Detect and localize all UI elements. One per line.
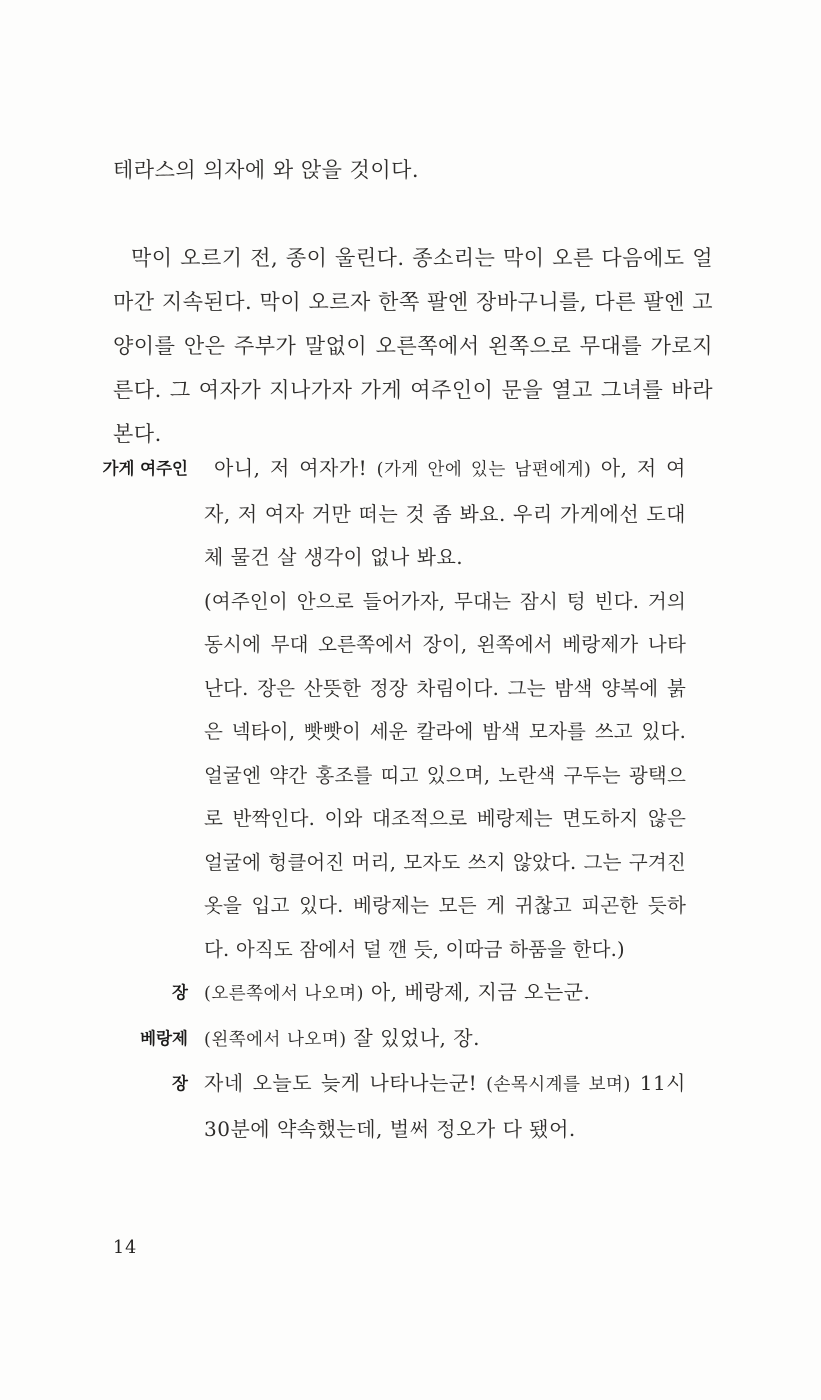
inline-stage-direction: (가게 안에 있는 남편에게): [376, 460, 592, 480]
inline-stage-direction: (손목시계를 보며): [486, 1075, 631, 1095]
scene-direction-paragraph: 막이 오르기 전, 종이 울린다. 종소리는 막이 오른 다음에도 얼마간 지속된다. 막이 오르자 한쪽 팔엔 장바구니를, 다른 팔엔 고양이를 안은 주부가 말없이 오른쪽에서 왼쪽으로 무대를 가로지른다. 그 여자가 지나가자 가게 여주인이 문을 열고 그녀를 바라본다.: [113, 246, 713, 446]
inline-stage-direction: (왼쪽에서 나오며): [204, 1029, 347, 1050]
page-number: 14: [113, 1238, 138, 1258]
dialogue-line: [204, 971, 686, 1017]
dialogue-line: [204, 1062, 686, 1151]
speech-text: 잘 있었나, 장.: [346, 1025, 480, 1050]
speaker-label-jean: 장: [172, 983, 188, 1002]
speech-text: 아, 베랑제, 지금 오는군.: [363, 980, 591, 1004]
speech-text: 자네 오늘도 늦게 나타나는군!: [204, 1071, 487, 1095]
dialogue-line: [204, 447, 686, 580]
speaker-label-berenger: 베랑제: [140, 1028, 188, 1048]
speech-text: 아니, 저 여자가!: [214, 456, 377, 480]
speech-text: 아, 저 여자, 저 여자 거만 떠는 것 좀 봐요. 우리 가게에선 도대체 물건 살 생각이 없나 봐요.: [204, 456, 687, 569]
inline-stage-direction: (오른쪽에서 나오며): [204, 984, 364, 1004]
speaker-label-jean: 장: [172, 1074, 188, 1093]
opening-line: 테라스의 의자에 와 앉을 것이다.: [113, 158, 420, 182]
speaker-label-shopkeeper: 가게 여주인: [102, 459, 188, 478]
dialogue-line: [204, 1017, 686, 1063]
dialogue-block: [97, 447, 686, 1151]
speaker-label-empty: [97, 580, 188, 972]
stage-direction-paragraph: [204, 580, 686, 972]
stage-direction-text: (여주인이 안으로 들어가자, 무대는 잠시 텅 빈다. 거의 동시에 무대 오른쪽에서 장이, 왼쪽에서 베랑제가 나타난다. 장은 산뜻한 정장 차림이다. 그는 밤색 양복에 붉은 넥타이, 빳빳이 세운 칼라에 밤색 모자를 쓰고 있다. 얼굴엔 약간 홍조를 띠고 있으며, 노란색 구두는 광택으로 반짝인다. 이와 대조적으로 베랑제는 면도하지 않은 얼굴에 헝클어진 머리, 모자도 쓰지 않았다. 그는 구겨진 옷을 입고 있다. 베랑제는 모든 게 귀찮고 피곤한 듯하다. 아직도 잠에서 덜 깬 듯, 이따금 하품을 한다.): [204, 589, 686, 961]
speech-text: 11시 30분에 약속했는데, 벌써 정오가 다 됐어.: [204, 1071, 686, 1141]
